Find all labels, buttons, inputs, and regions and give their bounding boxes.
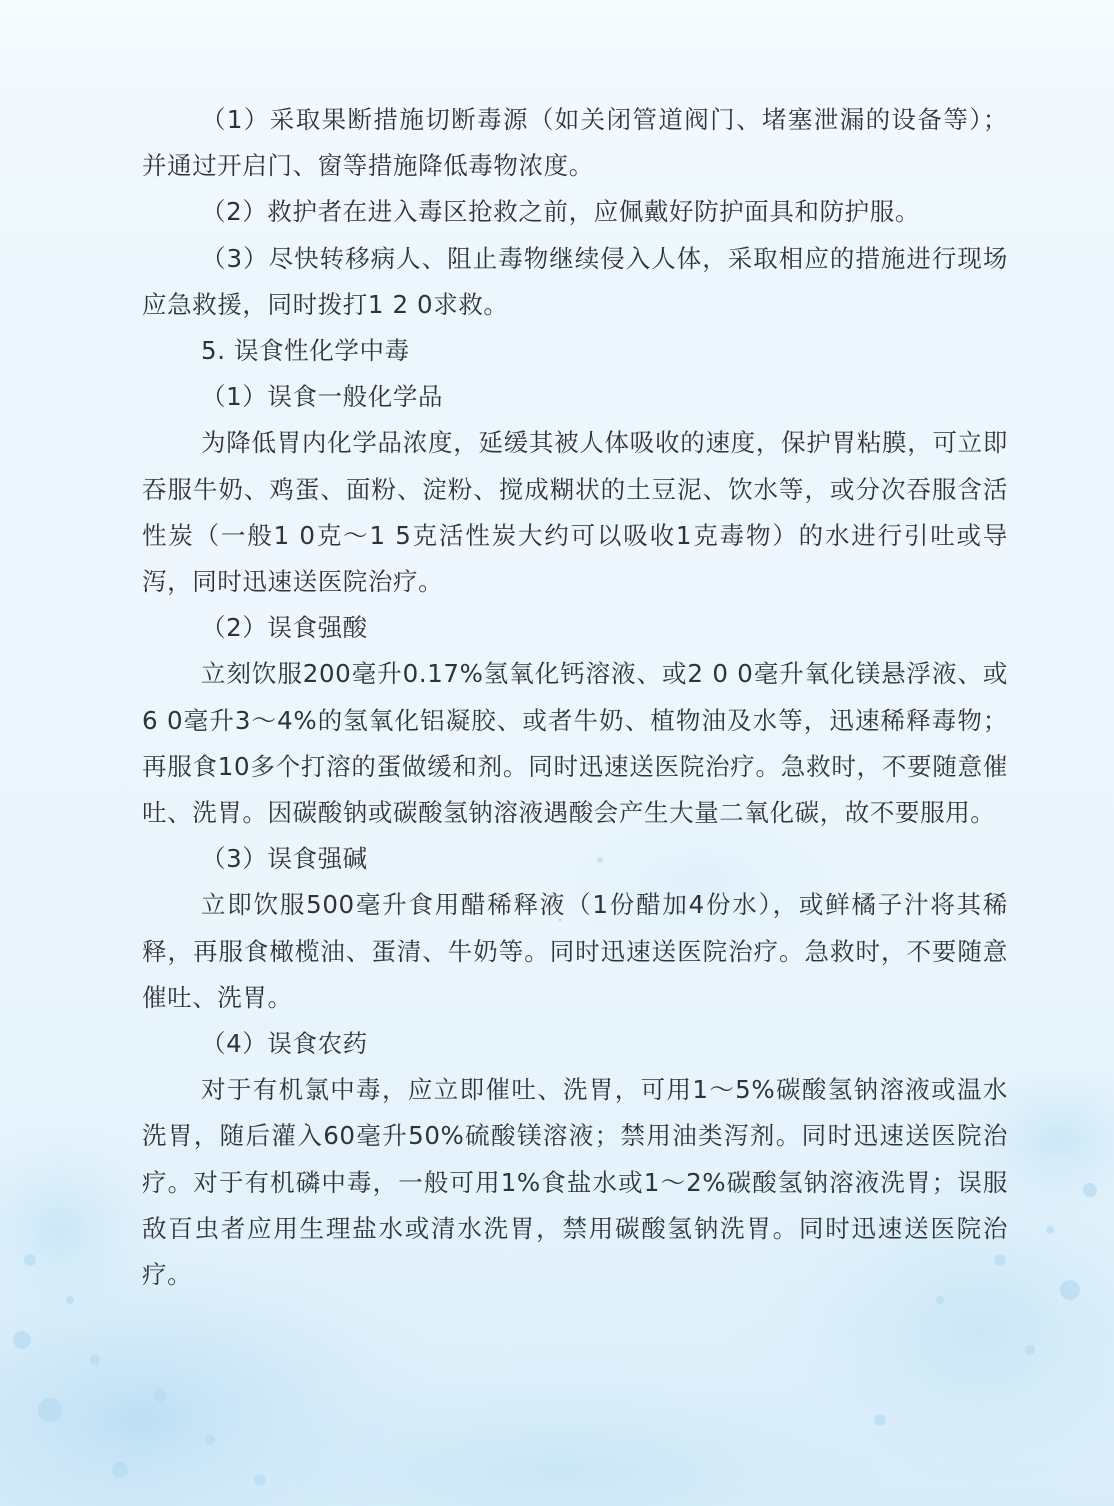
paragraph-general-chemicals: 为降低胃内化学品浓度，延缓其被人体吸收的速度，保护胃粘膜，可立即吞服牛奶、鸡蛋、面粉、淀粉、搅成糊状的土豆泥、饮水等，或分次吞服含活性炭（一般1 0克～1 5克活性炭大约可以吸收1克毒物）的水进行引吐或导泻，同时迅速送医院治疗。 xyxy=(142,428,1008,597)
subheading-strong-acid: （2）误食强酸 xyxy=(201,613,368,643)
paragraph-strong-acid: 立刻饮服200毫升0.17%氢氧化钙溶液、或2 0 0毫升氧化镁悬浮液、或6 0毫升3～4%的氢氧化铝凝胶、或者牛奶、植物油及水等，迅速稀释毒物；再服食10多个打溶的蛋做缓和剂。同时迅速送医院治疗。急救时，不要随意催吐、洗胃。因碳酸钠或碳酸氢钠溶液遇酸会产生大量二氧化碳，故不要服用。 xyxy=(142,659,1008,828)
document-body xyxy=(142,97,1008,1298)
paragraph-3: （3）尽快转移病人、阻止毒物继续侵入人体，采取相应的措施进行现场应急救援，同时拨打1 2 0求救。 xyxy=(142,243,1008,319)
paragraph-2: （2）救护者在进入毒区抢救之前，应佩戴好防护面具和防护服。 xyxy=(201,197,920,227)
subheading-general-chemicals: （1）误食一般化学品 xyxy=(201,382,444,412)
subheading-strong-alkali: （3）误食强碱 xyxy=(201,844,368,874)
paragraph-strong-alkali: 立即饮服500毫升食用醋稀释液（1份醋加4份水），或鲜橘子汁将其稀释，再服食橄榄油、蛋清、牛奶等。同时迅速送医院治疗。急救时，不要随意催吐、洗胃。 xyxy=(142,890,1008,1012)
subheading-pesticide: （4）误食农药 xyxy=(201,1029,368,1059)
paragraph-pesticide: 对于有机氯中毒，应立即催吐、洗胃，可用1～5%碳酸氢钠溶液或温水洗胃，随后灌入60毫升50%硫酸镁溶液；禁用油类泻剂。同时迅速送医院治疗。对于有机磷中毒，一般可用1%食盐水或1～2%碳酸氢钠溶液洗胃；误服敌百虫者应用生理盐水或清水洗胃，禁用碳酸氢钠洗胃。同时迅速送医院治疗。 xyxy=(142,1075,1008,1290)
section-heading: 5. 误食性化学中毒 xyxy=(201,336,410,366)
paragraph-1: （1）采取果断措施切断毒源（如关闭管道阀门、堵塞泄漏的设备等）；并通过开启门、窗等措施降低毒物浓度。 xyxy=(142,105,1008,181)
